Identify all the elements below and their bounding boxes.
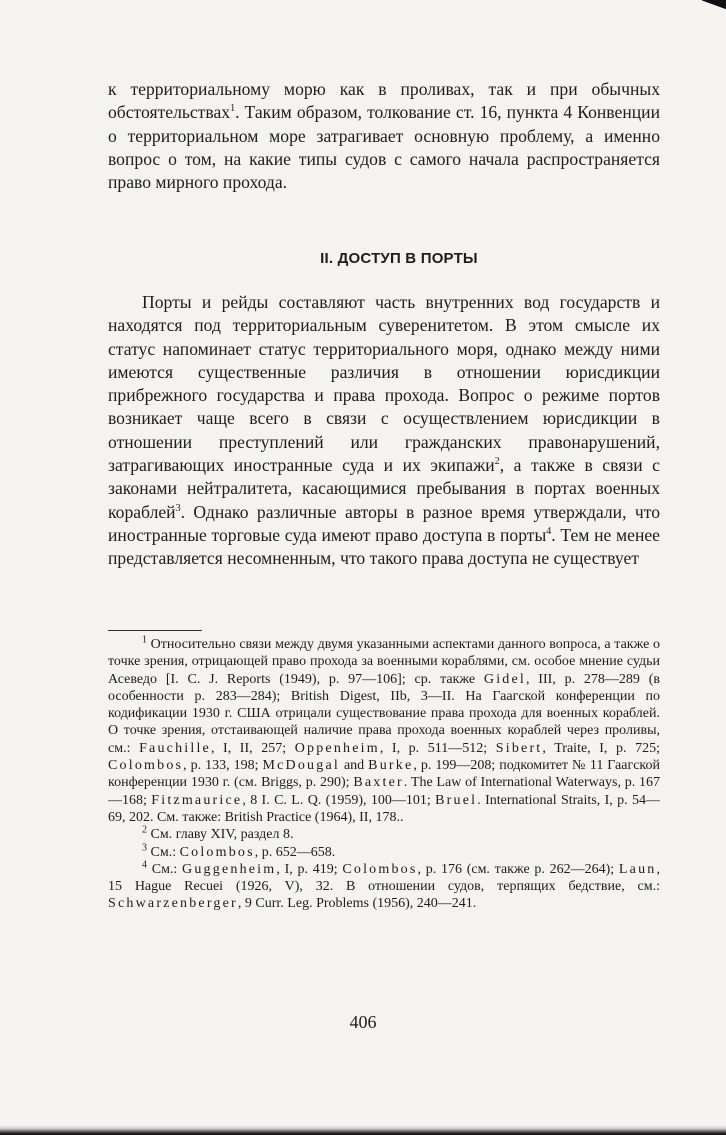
footnote-3 (108, 841, 660, 861)
footnote-text: Относительно связи между двумя указанными аспектами данного вопроса, а также о точке зрения, отрицающей право прохода за военными кораблями, см. особое мнение судьи Асеведо [I. C. J. Reports (1949), p. 97—106]; ср. также (108, 637, 660, 687)
footnote-text: , p. 652—658. (254, 844, 336, 860)
author-name: Fitzmaurice (151, 792, 243, 808)
page-bottom-edge (0, 1125, 726, 1135)
footnote-text: and (339, 758, 369, 774)
footnote-text: , 15 Hague Recuei (1926, V), 32. В отношении судов, терпящих бедствие, см.: (108, 861, 660, 895)
footnote-marker: 4 (142, 859, 147, 871)
author-name: Schwarzenberger (108, 896, 238, 912)
footnote-marker: 2 (142, 824, 147, 836)
footnote-text: , p. 176 (см. также p. 262—264); (417, 861, 619, 877)
paragraph-text: Порты и рейды составляют часть внутренних вод государств и находятся под территориальным суверенитетом. В этом смысле их статус напоминает статус территориального моря, однако между ними имеются существенные различия в отношении юрисдикции прибрежного государства и права прохода. Вопрос о режиме портов возникает чаще всего в связи с осуществлением юрисдикции в отношении преступлений или гражданских правонарушений, затрагивающих иностранные суда и их экипажи (108, 292, 660, 476)
footnote-1 (108, 636, 660, 826)
footnote-text: . The Law of International Waterways, p. 167—168; (108, 775, 661, 808)
footnote-marker: 1 (142, 634, 147, 646)
footnote-marker: 3 (142, 841, 147, 853)
author-name: Baxter (353, 775, 404, 791)
author-name: Bruel (435, 792, 478, 808)
author-name: Guggenheim (182, 861, 277, 877)
author-name: Laun (618, 861, 657, 877)
footnote-ref-2: 2 (494, 456, 500, 468)
footnote-separator (108, 630, 202, 631)
footnote-text: , p. 133, 198; (183, 758, 263, 774)
footnote-4 (108, 861, 660, 913)
footnote-text: , 9 Curr. Leg. Problems (1956), 240—241. (237, 896, 477, 912)
footnote-text: , I, p. 419; (276, 861, 343, 877)
author-name: Colombos (108, 758, 184, 774)
paragraph-text: . Однако различные авторы в разное время утверждали, что иностранные торговые суда имеют право доступа в порты (108, 501, 660, 545)
paragraph-text: к территориальному морю как в проливах, так и при обычных обстоятельствах (108, 79, 660, 123)
paragraph-continuation (108, 78, 660, 194)
footnote-ref-3: 3 (175, 502, 181, 514)
footnote-text: , p. 199—208; подкомитет № 11 Гаагской конференции 1930 г. (см. Briggs, p. 290); (108, 758, 661, 791)
footnote-text: См.: (147, 861, 183, 877)
footnote-text: См. главу XIV, раздел 8. (147, 827, 294, 843)
footnote-2 (108, 826, 660, 843)
footnote-ref-4: 4 (546, 526, 552, 538)
section-title: ДОСТУП В ПОРТЫ (337, 250, 478, 267)
author-name: McDougal (262, 758, 340, 774)
page-number: 406 (349, 1012, 377, 1032)
author-name: Fauchille (139, 740, 211, 756)
footnote-text: . International Straits, I, p. 54—69, 202. См. также: British Practice (1964), II, 178.. (108, 792, 660, 825)
author-name: Sibert (495, 740, 543, 756)
footnotes (108, 636, 660, 913)
author-name: Oppenheim (294, 740, 380, 756)
footnote-text: См.: (147, 844, 180, 860)
section-body (108, 291, 660, 571)
author-name: Colombos (342, 861, 418, 877)
page-corner-mark (702, 0, 726, 14)
author-name: Colombos (179, 844, 255, 860)
footnote-text: , I, II, 257; (210, 740, 295, 756)
paragraph-text: . Тем не менее представляется несомненным, что такого права доступа не существует (108, 524, 660, 569)
paragraph-text: . Таким образом, толкование ст. 16, пункта 4 Конвенции о территориальном море затрагивает основную проблему, а именно вопрос о том, на какие типы судов с самого начала распространяется право мирного прохода. (108, 102, 660, 193)
paragraph-text: , а также в связи с законами нейтралитета, касающимися пребывания в портах военных кораблей (108, 455, 660, 522)
footnote-text: , III, p. 278—289 (в особенности p. 283—284); British Digest, IIb, 3—II. На Гаагской конференции по кодификации 1930 г. США отрицали существование права прохода для военных кораблей. О точке зрения, отстаивающей наличие права прохода военных кораблей через проливы, см.: (108, 671, 660, 756)
footnote-text: , 8 I. C. L. Q. (1959), 100—101; (242, 792, 436, 808)
section-number: II. (320, 250, 334, 267)
footnote-text: , I, p. 511—512; (379, 740, 496, 756)
footnote-text: , Traite, I, p. 725; (542, 740, 660, 756)
author-name: Gidel (483, 671, 526, 687)
footnote-ref-1: 1 (230, 103, 236, 115)
author-name: Burke (368, 758, 414, 774)
section-heading (108, 250, 660, 267)
